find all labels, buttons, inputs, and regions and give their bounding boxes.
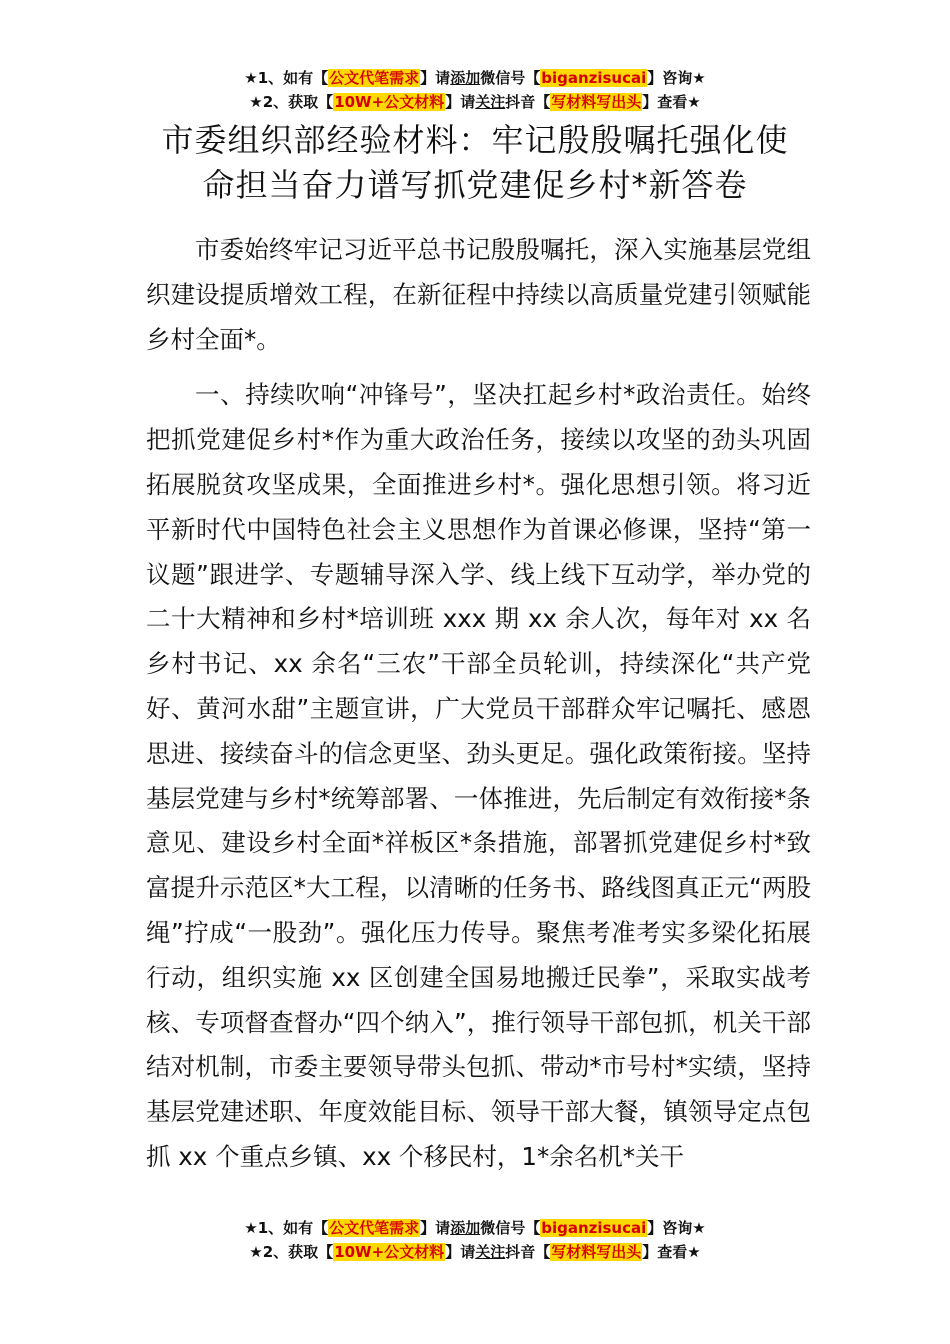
title-line-2: 命担当奋力谱写抓党建促乡村*新答卷 — [202, 166, 748, 204]
paragraph-section-1: 一、持续吹响“冲锋号”，坚决扛起乡村*政治责任。始终把抓党建促乡村*作为重大政治任务，接续以攻坚的劲头巩固拓展脱贫攻坚成果，全面推进乡村*。强化思想引领。将习近平新时代中国特色社会主义思想作为首课必修课，坚持“第一议题”跟进学、专题辅导深入学、线上线下互动学，举办党的二十大精神和乡村*培训班 xxx 期 xx 余人次，每年对 xx 名乡村书记、xx 余名“三农”干部全员轮训，持续深化“共产党好、黄河水甜”主题宣讲，广大党员干部群众牢记嘱托、感恩思进、接续奋斗的信念更坚、劲头更足。强化政策衔接。坚持基层党建与乡村*统筹部署、一体推进，先后制定有效衔接*条意见、建设乡村全面*祥板区*条措施，部署抓党建促乡村*致富提升示范区*大工程，以清晰的任务书、路线图真正元“两股绳”拧成“一股劲”。强化压力传导。聚焦考准考实多梁化拓展行动，组织实施 xx 区创建全国易地搬迁民拳”，采取实战考核、专项督查督办“四个纳入”，推行领导干部包抓，机关干部结对机制，市委主要领导带头包抓、带动*市号村*实绩，坚持基层党建述职、年度效能目标、领导干部大餐，镇领导定点包抓 xx 个重点乡镇、xx 个移民村，1*余名机*关干 — [146, 380, 811, 1171]
promo-line-2: ★2、获取【10W+公文材料】请关注抖音【写材料写出头】查看★ — [249, 93, 701, 111]
bottom-promo-banner — [0, 1216, 950, 1264]
promo-douyin-id: 写材料写出头 — [551, 93, 642, 111]
document-body — [146, 228, 811, 1180]
document-title — [0, 118, 950, 208]
promo-line-1: ★1、如有【公文代笔需求】请添加微信号【biganzisucai】咨询★ — [244, 1219, 706, 1237]
promo-highlight: 公文代笔需求 — [329, 69, 420, 87]
promo-douyin-id: 写材料写出头 — [551, 1243, 642, 1261]
promo-line-2: ★2、获取【10W+公文材料】请关注抖音【写材料写出头】查看★ — [249, 1243, 701, 1261]
paragraph-intro: 市委始终牢记习近平总书记殷殷嘱托，深入实施基层党组织建设提质增效工程，在新征程中持续以高质量党建引领赋能乡村全面*。 — [146, 235, 811, 354]
promo-line-1: ★1、如有【公文代笔需求】请添加微信号【biganzisucai】咨询★ — [244, 69, 706, 87]
promo-highlight: 公文代笔需求 — [329, 1219, 420, 1237]
top-promo-banner — [0, 66, 950, 114]
promo-wechat-id: biganzisucai — [541, 69, 647, 87]
promo-highlight: 10W+公文材料 — [334, 93, 445, 111]
promo-wechat-id: biganzisucai — [541, 1219, 647, 1237]
title-line-1: 市委组织部经验材料：牢记殷殷嘱托强化使 — [161, 121, 789, 159]
promo-highlight: 10W+公文材料 — [334, 1243, 445, 1261]
